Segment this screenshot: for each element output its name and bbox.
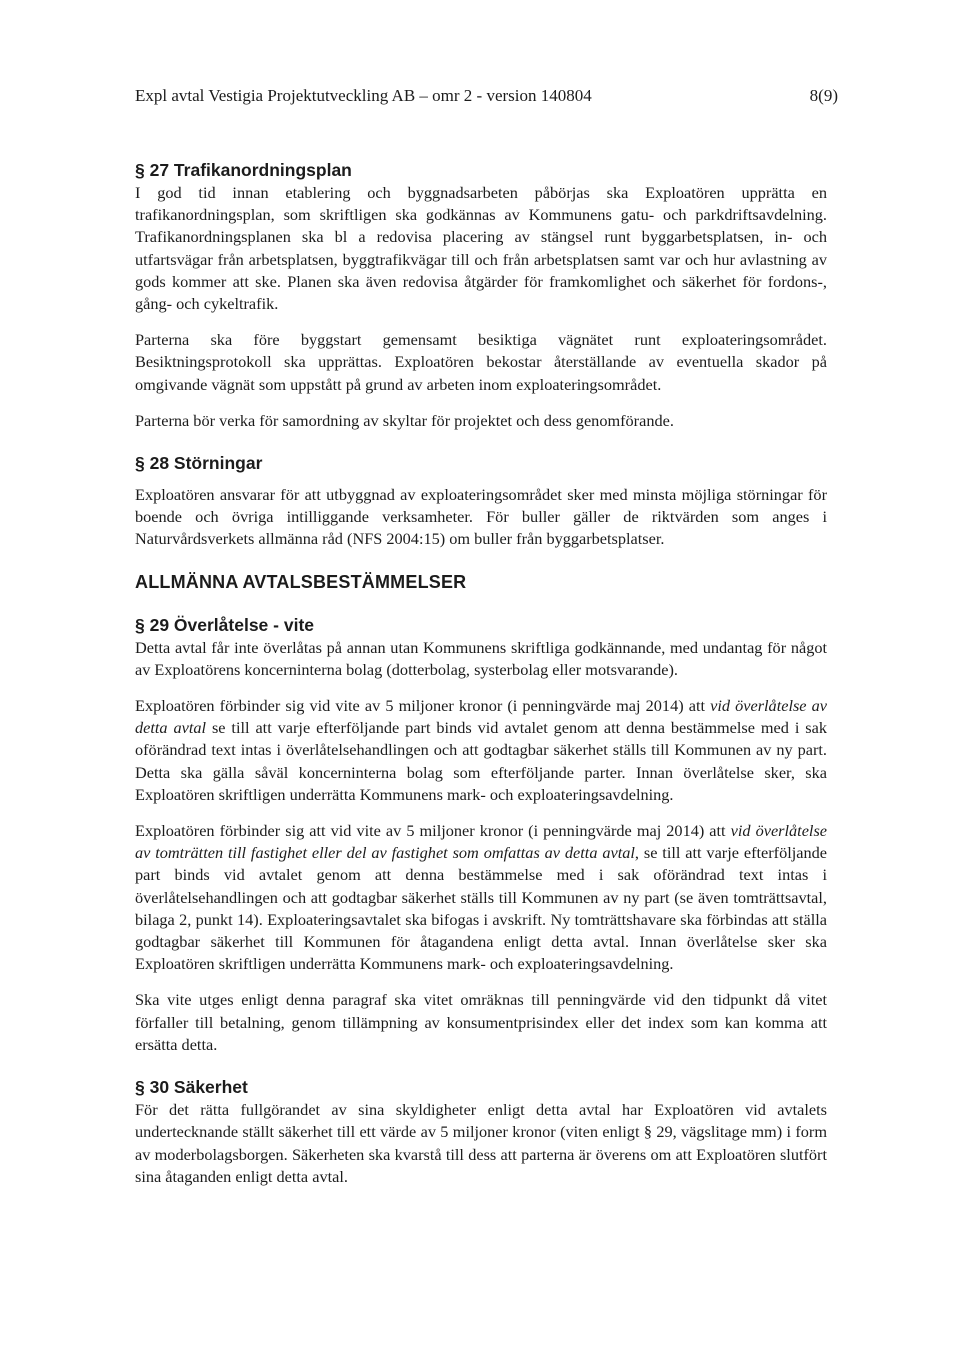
s29-p3-emphasis: vid överlåtelse av tomträtten till fastighet eller del av fastighet som omfattas av detta avtal <box>135 821 828 863</box>
section-28-heading: § 28 Störningar <box>135 453 263 474</box>
s29-p2-emphasis: vid överlåtelse av detta avtal <box>135 696 828 738</box>
section-29-paragraph-1: Detta avtal får inte överlåtas på annan utan Kommunens skriftliga godkännande, med undantag för något av Exploatörens koncerninterna bolag (dotterbolag, systerbolag eller motsvarande). <box>135 637 827 679</box>
section-27-paragraph-3: Parterna bör verka för samordning av skyltar för projektet och dess genomförande. <box>135 410 674 430</box>
page-number: 8(9) <box>809 86 838 105</box>
section-30-heading: § 30 Säkerhet <box>135 1077 248 1098</box>
section-29-heading: § 29 Överlåtelse - vite <box>135 614 314 635</box>
section-29-paragraph-2 <box>135 695 827 806</box>
document-title: Expl avtal Vestigia Projektutveckling AB – omr 2 - version 140804 <box>135 86 592 105</box>
s29-p2-text-a: Exploatören förbinder sig vid vite av 5 miljoner kronor (i penningvärde maj 2014) att <box>135 696 711 716</box>
section-27-heading: § 27 Trafikanordningsplan <box>135 160 352 180</box>
s29-p3-text-a: Exploatören förbinder sig att vid vite av 5 miljoner kronor (i penningvärde maj 2014) att <box>135 821 731 841</box>
s29-p2-text-b: se till att varje efterföljande part binds vid avtalet genom att denna bestämmelse med i sak oförändrad text intas i överlåtelsehandlingen och att godtagbar säkerhet ställs till Kommunen av ny part. Detta ska gälla såväl koncerninterna bolag som efterföljande parter. Innan överlåtelse sker, ska Exploatören skriftligen underrätta Kommunens mark- och exploateringsavdelning. <box>135 718 827 804</box>
section-29-paragraph-3 <box>135 820 827 975</box>
section-30-paragraph-1: För det rätta fullgörandet av sina skyldigheter enligt detta avtal har Exploatören vid avtalets undertecknande ställt säkerhet till ett värde av 5 miljoner kronor (viten enligt § 29, vägslitage mm) i form av moderbolagsborgen. Säkerheten ska kvarstå till dess att parterna är överens om att Exploatören slutfört sina åtaganden enligt detta avtal. <box>135 1100 827 1186</box>
section-28-paragraph-1: Exploatören ansvarar för att utbyggnad av exploateringsområdet sker med minsta möjliga störningar för boende och övriga intilliggande verksamheter. För buller gäller de riktvärden som anges i Naturvårdsverkets allmänna råd (NFS 2004:15) om buller från byggarbetsplatser. <box>135 485 827 549</box>
section-27-paragraph-2: Parterna ska före byggstart gemensamt besiktiga vägnätet runt exploateringsområdet. Besiktningsprotokoll ska upprättas. Exploatören bekostar återställande av eventuella skador på omgivande vägnät som uppstått på grund av arbeten inom exploateringsområdet. <box>135 330 827 394</box>
section-29-paragraph-4: Ska vite utges enligt denna paragraf ska vitet omräknas till penningvärde vid den tidpunkt då vitet förfaller till betalning, genom tillämpning av konsumentprisindex eller det index som kan komma att ersätta detta. <box>135 990 827 1054</box>
section-27-paragraph-1: I god tid innan etablering och byggnadsarbeten påbörjas ska Exploatören upprätta en trafikanordningsplan, som skriftligen ska godkännas av Kommunens gatu- och parkdriftsavdelning. Trafikanordningsplanen ska bl a redovisa placering av stängsel runt byggarbetsplatsen, in- och utfartsvägar från arbetsplatsen, byggtrafikvägar till och från arbetsplatsen samt var och hur avlastning av gods kommer att ske. Planen ska även redovisa åtgärder för framkomlighet och säkerhet för fordons-, gång- och cykeltrafik. <box>135 183 827 314</box>
s29-p3-text-b: , se till att varje efterföljande part binds vid avtalet genom att denna bestämmelse med i sak oförändrad text intas i överlåtelsehandlingen och att godtagbar säkerhet ställs till Kommunen av ny part (se även tomträttsavtal, bilaga 2, punkt 14). Exploateringsavtalet ska bifogas i avskrift. Ny tomträttshavare ska förbindas att ställa godtagbar säkerhet till Kommunen för åtagandena enligt detta avtal. Innan överlåtelse sker ska Exploatören skriftligen underrätta Kommunens mark- och exploateringsavdelning. <box>135 843 828 974</box>
page-header <box>135 86 838 106</box>
document-body <box>135 158 827 1188</box>
general-provisions-heading: ALLMÄNNA AVTALSBESTÄMMELSER <box>135 571 467 592</box>
